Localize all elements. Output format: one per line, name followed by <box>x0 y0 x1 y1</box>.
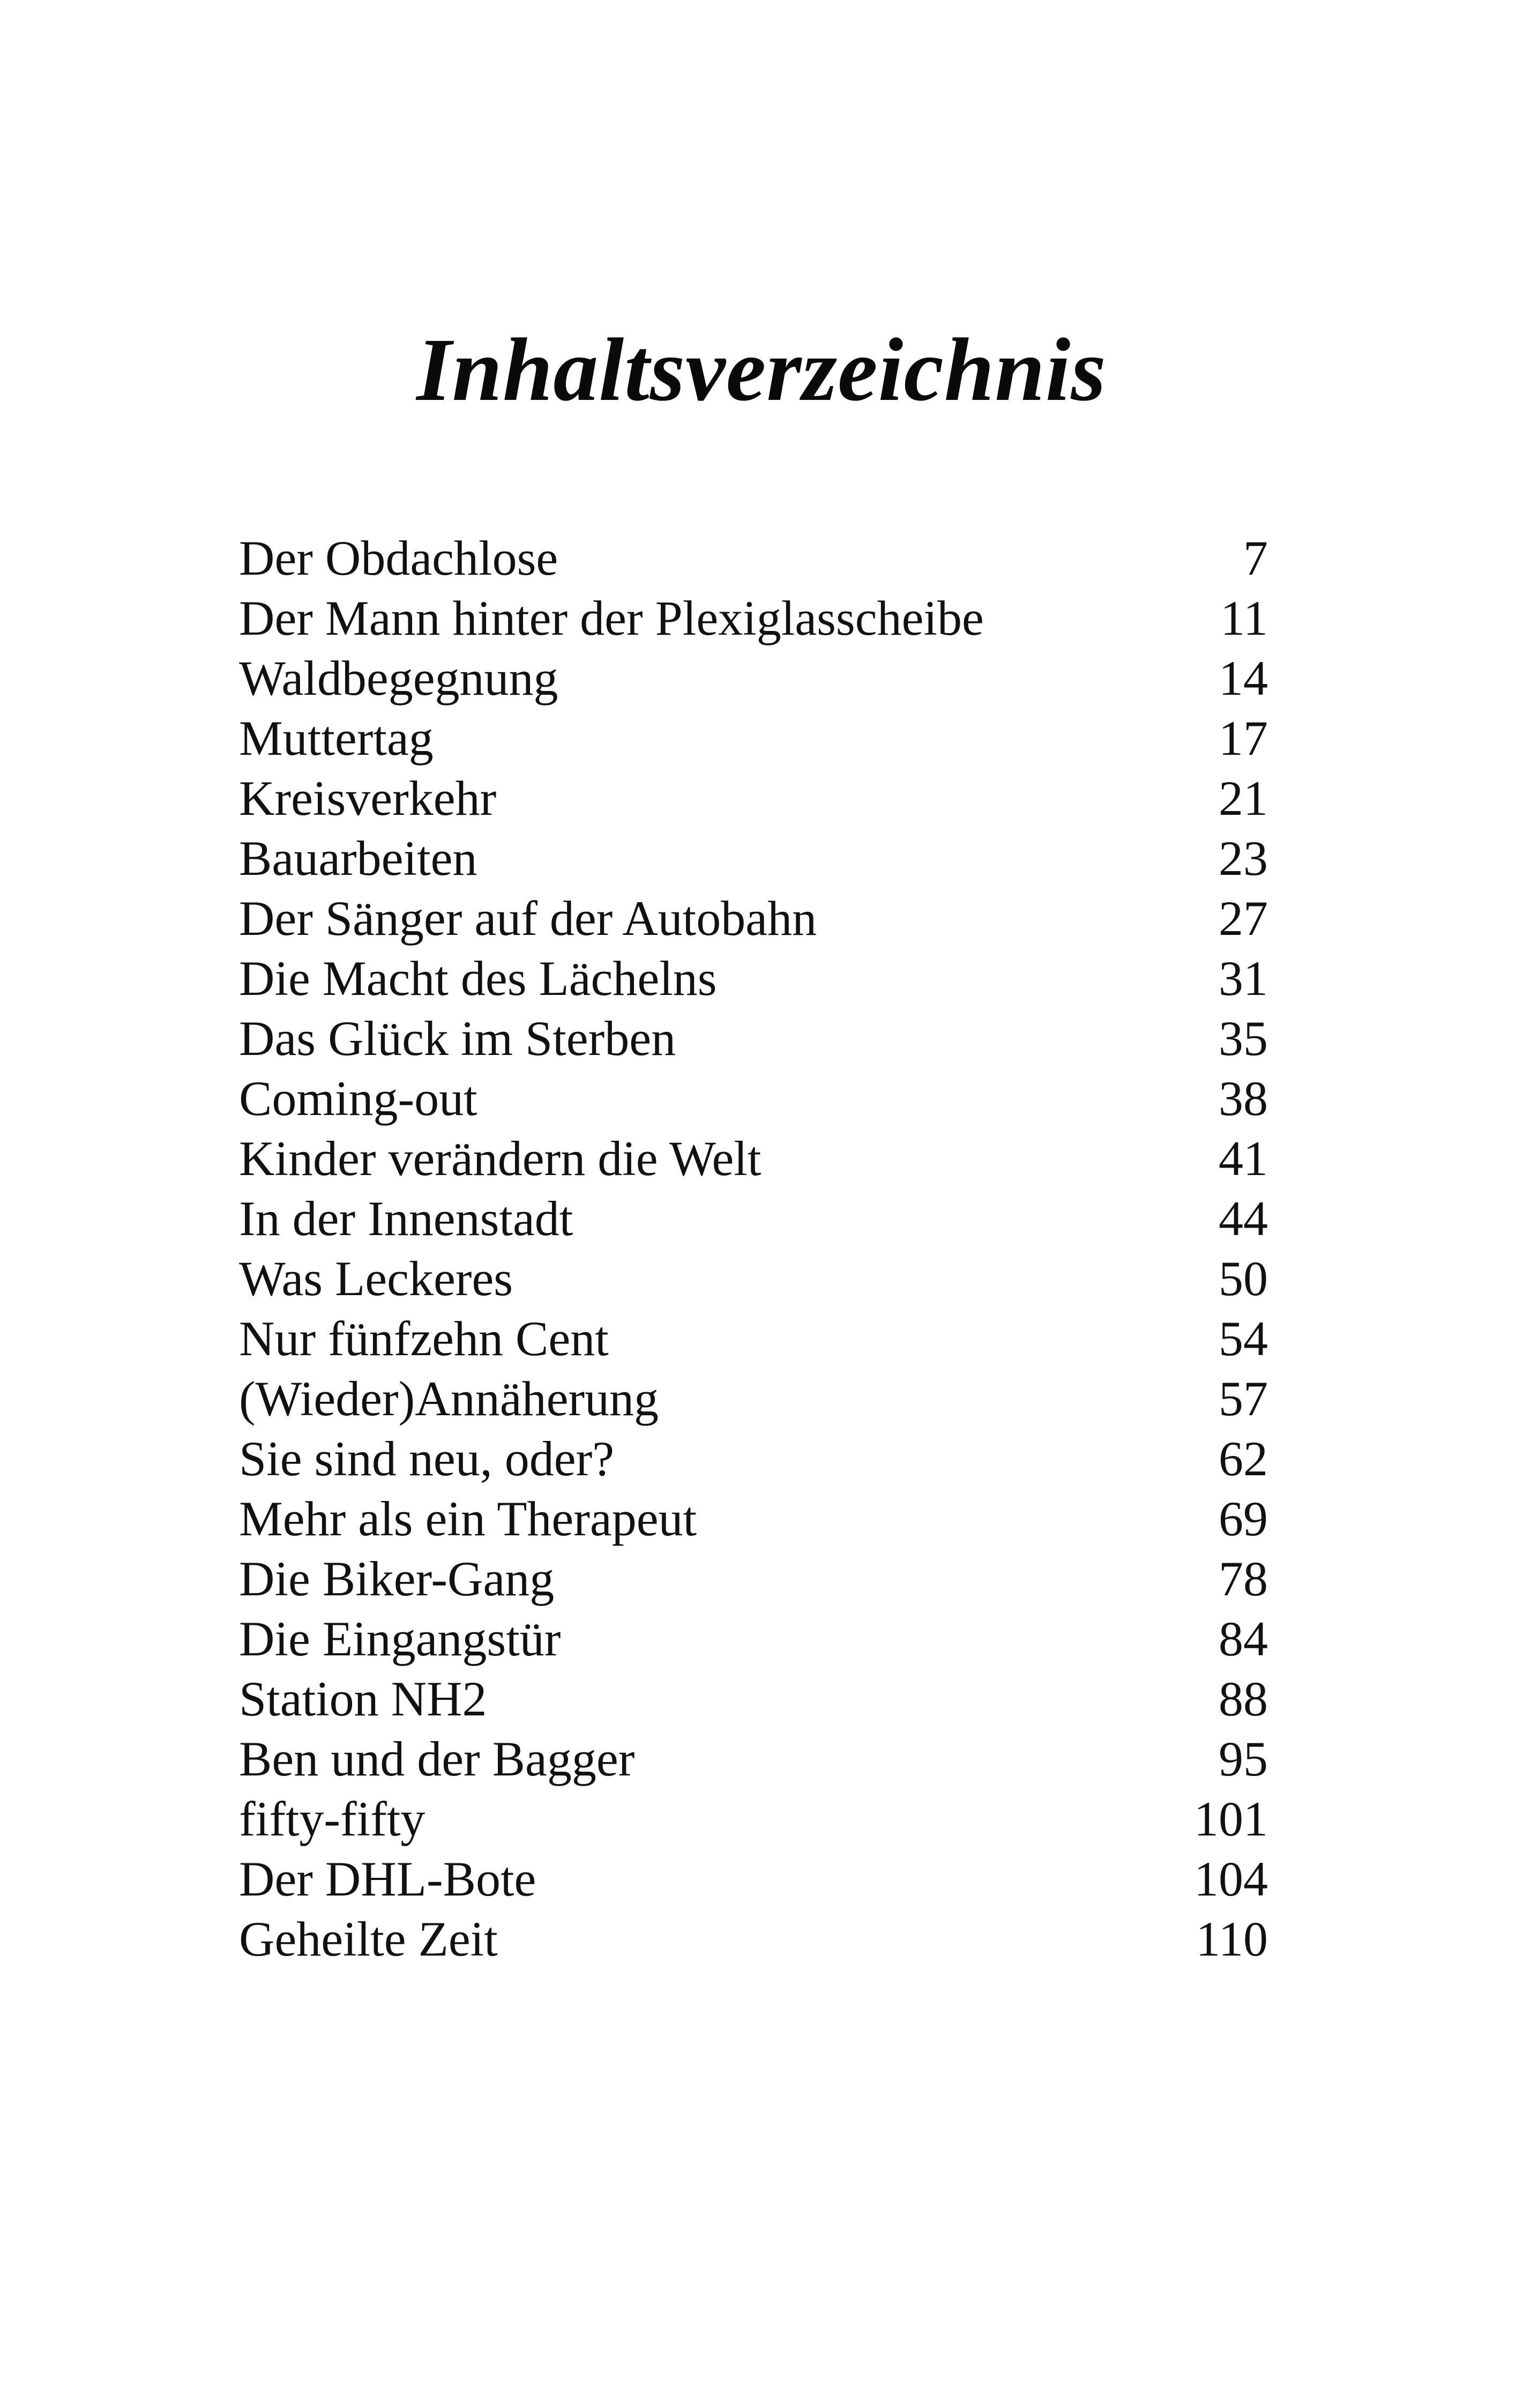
toc-entry-page-number: 104 <box>1194 1852 1268 1906</box>
toc-entry-title: Was Leckeres <box>239 1251 513 1306</box>
toc-entry-title: Ben und der Bagger <box>239 1731 635 1786</box>
toc-entry <box>239 708 1268 768</box>
toc-entry-page-number: 31 <box>1219 951 1268 1006</box>
toc-entry <box>239 1128 1268 1188</box>
toc-entry-title: Coming-out <box>239 1071 477 1126</box>
table-of-contents <box>239 528 1268 1969</box>
toc-entry <box>239 588 1268 648</box>
toc-entry-page-number: 101 <box>1194 1792 1268 1846</box>
toc-entry-title: Die Biker-Gang <box>239 1551 555 1606</box>
toc-entry-title: In der Innenstadt <box>239 1191 573 1246</box>
toc-entry-title: Kreisverkehr <box>239 771 497 826</box>
toc-entry <box>239 1849 1268 1909</box>
toc-entry-page-number: 7 <box>1243 531 1268 585</box>
toc-entry-page-number: 35 <box>1219 1011 1268 1066</box>
toc-entry-page-number: 17 <box>1219 711 1268 765</box>
toc-entry <box>239 1068 1268 1128</box>
toc-entry-page-number: 41 <box>1219 1131 1268 1186</box>
toc-entry <box>239 1369 1268 1429</box>
toc-entry <box>239 1789 1268 1849</box>
toc-entry-page-number: 11 <box>1220 591 1268 645</box>
toc-entry <box>239 1248 1268 1309</box>
toc-entry-page-number: 27 <box>1219 891 1268 946</box>
toc-entry-page-number: 50 <box>1219 1251 1268 1306</box>
toc-entry <box>239 768 1268 828</box>
toc-entry-page-number: 54 <box>1219 1311 1268 1366</box>
toc-entry-title: Der Sänger auf der Autobahn <box>239 891 817 946</box>
toc-entry-title: Station NH2 <box>239 1671 487 1726</box>
toc-entry-title: Der Obdachlose <box>239 531 558 585</box>
toc-entry-page-number: 21 <box>1219 771 1268 826</box>
toc-entry-title: Waldbegegnung <box>239 651 558 705</box>
toc-entry-page-number: 69 <box>1219 1491 1268 1546</box>
toc-entry-title: fifty-fifty <box>239 1792 425 1846</box>
toc-entry <box>239 1429 1268 1489</box>
toc-entry-page-number: 95 <box>1219 1731 1268 1786</box>
toc-entry-title: Das Glück im Sterben <box>239 1011 676 1066</box>
toc-entry <box>239 1609 1268 1669</box>
toc-entry-title: Bauarbeiten <box>239 831 477 886</box>
toc-entry <box>239 888 1268 948</box>
toc-entry <box>239 1669 1268 1729</box>
toc-entry <box>239 648 1268 708</box>
toc-entry <box>239 828 1268 888</box>
toc-entry <box>239 948 1268 1008</box>
toc-entry-title: (Wieder)Annäherung <box>239 1371 659 1426</box>
toc-entry <box>239 1188 1268 1248</box>
toc-entry-page-number: 62 <box>1219 1431 1268 1486</box>
toc-entry-title: Der Mann hinter der Plexiglasscheibe <box>239 591 984 645</box>
toc-entry-title: Muttertag <box>239 711 434 765</box>
toc-entry-title: Mehr als ein Therapeut <box>239 1491 697 1546</box>
toc-entry-page-number: 88 <box>1219 1671 1268 1726</box>
toc-entry <box>239 528 1268 588</box>
toc-entry <box>239 1489 1268 1549</box>
toc-entry-title: Die Macht des Lächelns <box>239 951 717 1006</box>
toc-entry <box>239 1309 1268 1369</box>
toc-entry-page-number: 57 <box>1219 1371 1268 1426</box>
toc-entry-page-number: 44 <box>1219 1191 1268 1246</box>
toc-entry-title: Der DHL-Bote <box>239 1852 536 1906</box>
toc-entry-title: Die Eingangstür <box>239 1611 561 1666</box>
toc-entry-page-number: 38 <box>1219 1071 1268 1126</box>
toc-entry-page-number: 78 <box>1219 1551 1268 1606</box>
toc-entry-page-number: 14 <box>1219 651 1268 705</box>
toc-entry-page-number: 84 <box>1219 1611 1268 1666</box>
toc-entry-title: Nur fünfzehn Cent <box>239 1311 609 1366</box>
toc-entry-page-number: 110 <box>1196 1912 1268 1966</box>
toc-entry-page-number: 23 <box>1219 831 1268 886</box>
toc-entry <box>239 1549 1268 1609</box>
toc-entry <box>239 1909 1268 1969</box>
toc-entry-title: Sie sind neu, oder? <box>239 1431 615 1486</box>
page-title: Inhaltsverzeichnis <box>416 320 1107 420</box>
toc-entry <box>239 1008 1268 1068</box>
toc-entry-title: Kinder verändern die Welt <box>239 1131 762 1186</box>
toc-entry-title: Geheilte Zeit <box>239 1912 498 1966</box>
toc-entry <box>239 1729 1268 1789</box>
